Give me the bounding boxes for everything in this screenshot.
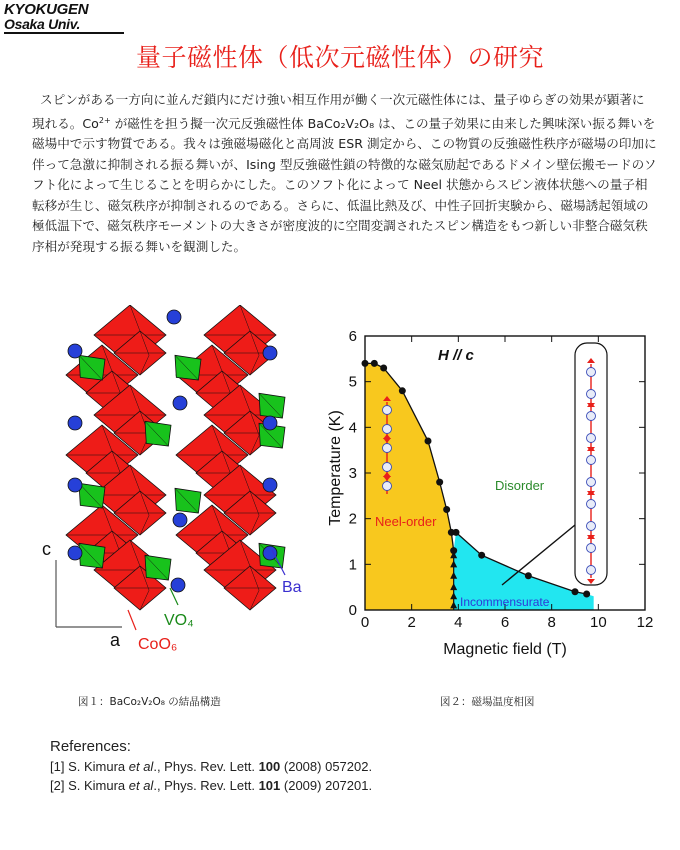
- figure1-crystal-structure: [40, 305, 315, 665]
- data-point-neel: [443, 506, 450, 513]
- logo-line1: KYOKUGEN: [4, 1, 89, 18]
- x-tick-label: 6: [500, 614, 510, 631]
- body-p2a: が磁性を担う擬一次元反強磁性体: [114, 115, 308, 131]
- vo4-tetrahedron: [259, 393, 285, 418]
- neel-spin-spin: [383, 444, 392, 453]
- logo-line2: Osaka Univ.: [4, 16, 81, 32]
- c-axis-label: c: [42, 539, 51, 559]
- vo4-tetrahedron: [175, 488, 201, 513]
- body-co-sup: 2+: [98, 115, 111, 125]
- ic-spin-spin: [587, 390, 596, 399]
- y-tick-label: 2: [348, 510, 357, 528]
- phase-label-incommensurate: Incommensurate: [460, 595, 550, 609]
- data-point-neel: [436, 479, 443, 486]
- data-point-incommensurate: [583, 591, 590, 598]
- ba-atom: [68, 416, 82, 430]
- x-tick-label: 0: [360, 614, 370, 631]
- crystal-polyhedra: [66, 305, 285, 610]
- body-text: [32, 90, 657, 257]
- ic-spin-spin: [587, 368, 596, 377]
- ic-spin-spin: [587, 500, 596, 509]
- references: [50, 738, 650, 795]
- body-paragraph: [32, 90, 657, 257]
- x-tick-label: 12: [636, 614, 654, 631]
- references-heading: References:: [50, 738, 131, 755]
- vo4-tetrahedron: [145, 421, 171, 446]
- data-point-incommensurate: [478, 552, 485, 559]
- ic-spin-spin: [587, 566, 596, 575]
- ba-atom: [68, 344, 82, 358]
- ba-label: Ba: [282, 579, 302, 596]
- y-tick-label: 5: [348, 373, 357, 391]
- vo4-tetrahedron: [79, 543, 105, 568]
- ba-atom: [68, 546, 82, 560]
- data-point-neel: [380, 364, 387, 371]
- data-point-incommensurate: [572, 588, 579, 595]
- y-tick-label: 6: [348, 328, 357, 345]
- ic-spin-spin: [587, 434, 596, 443]
- body-co: Co: [82, 115, 99, 131]
- ba-atom: [173, 396, 187, 410]
- coo6-pointer: [128, 610, 136, 630]
- neel-spin-spin: [383, 482, 392, 491]
- data-point-neel: [399, 387, 406, 394]
- a-axis-label: a: [110, 630, 121, 650]
- y-axis-label: Temperature (K): [327, 410, 344, 526]
- reference-2: [50, 776, 650, 795]
- chart-title: H // c: [438, 347, 474, 364]
- page-title: 量子磁性体（低次元磁性体）の研究: [135, 43, 544, 72]
- ic-spin-spin: [587, 478, 596, 487]
- phase-label-neel: Neel-order: [375, 514, 437, 529]
- logo-underline: [4, 32, 124, 34]
- figure1-caption: 図１：BaCo₂V₂O₈ の結晶構造: [78, 696, 221, 708]
- ba-atom: [263, 546, 277, 560]
- vo4-tetrahedron: [79, 355, 105, 380]
- vo4-tetrahedron: [145, 555, 171, 580]
- reference-1: [50, 757, 650, 776]
- x-tick-label: 8: [547, 614, 556, 631]
- neel-spin-spin: [383, 406, 392, 415]
- ref2-etal: et al: [128, 778, 154, 793]
- body-p1: スピンがある一方向に並んだ鎖内にだけ強い相互作用が働く一次元磁性体には、量子ゆらぎの効果が顕著に現れる。: [32, 92, 645, 131]
- phase-label-disorder: Disorder: [495, 478, 545, 493]
- ic-spin-spin: [587, 456, 596, 465]
- ref1-rest: (2008) 057202.: [280, 759, 373, 774]
- data-point-neel: [425, 438, 432, 445]
- vo4-label: VO₄: [164, 612, 194, 629]
- neel-spin-spin: [383, 463, 392, 472]
- figure2-phase-diagram: [320, 320, 670, 660]
- ic-spin-spin: [587, 412, 596, 421]
- y-tick-label: 0: [348, 602, 357, 619]
- ref1-etal: et al: [128, 759, 154, 774]
- x-tick-label: 2: [407, 614, 416, 631]
- ic-spin-spin: [587, 544, 596, 553]
- ba-atom: [263, 478, 277, 492]
- ref1-volume: 100: [258, 759, 281, 774]
- vo4-tetrahedron: [175, 355, 201, 380]
- coo6-label: CoO₆: [138, 636, 178, 653]
- ba-atom: [263, 416, 277, 430]
- y-tick-label: 3: [348, 465, 357, 482]
- ref2-prefix: [2] S. Kimura: [50, 778, 129, 793]
- body-p2b: は、この量子効果に由来した興味深い振る舞いを磁場中で示す物質である。我々は強磁場磁化と高周波 ESR 測定から、この物質の反強磁性秩序が磁場の印加に伴って急激に抑制される振る舞いが、Ising 型反強磁性鎖の特徴的な磁気励起であるドメイン壁伝搬モードのソフト化によって生じることを明らかにした。このソフト化によって Neel 状態からスピン液体状態への量子相転移が生じ、磁気秩序が抑制されるのである。さらに、低温比熱及び、中性子回折実験から、磁場誘起領域の極低温下で、磁気秩序モーメントの大きさが密度波的に空間変調されたスピン構造をもつ新しい非整合磁気秩序相が発現する振る舞いを観測した。: [32, 115, 657, 254]
- y-tick-label: 4: [348, 419, 357, 437]
- x-tick-label: 10: [589, 614, 607, 631]
- ref1-prefix: [1] S. Kimura: [50, 759, 129, 774]
- ba-atom: [263, 346, 277, 360]
- inset-pointer-line: [502, 525, 575, 585]
- ref2-rest: (2009) 207201.: [280, 778, 373, 793]
- x-tick-label: 4: [454, 614, 463, 631]
- neel-spin-spin: [383, 425, 392, 434]
- vo4-tetrahedron: [79, 483, 105, 508]
- ref2-volume: 101: [258, 778, 281, 793]
- figure2-caption: 図２：磁場温度相図: [440, 696, 535, 708]
- logo: [4, 2, 134, 36]
- y-tick-label: 1: [348, 556, 357, 574]
- ref1-mid: ., Phys. Rev. Lett.: [153, 759, 259, 774]
- body-formula: BaCo₂V₂O₈: [307, 115, 375, 131]
- x-axis-label: Magnetic field (T): [443, 641, 567, 658]
- data-point-incommensurate: [525, 572, 532, 579]
- data-point-neel: [362, 360, 369, 367]
- ba-atom: [171, 578, 185, 592]
- phase-regions: [365, 363, 594, 610]
- ic-spin-spin: [587, 522, 596, 531]
- data-point-neel: [371, 360, 378, 367]
- ba-atom: [68, 478, 82, 492]
- data-point-incommensurate: [453, 529, 460, 536]
- ba-atom: [173, 513, 187, 527]
- ref2-mid: ., Phys. Rev. Lett.: [153, 778, 259, 793]
- ba-atom: [167, 310, 181, 324]
